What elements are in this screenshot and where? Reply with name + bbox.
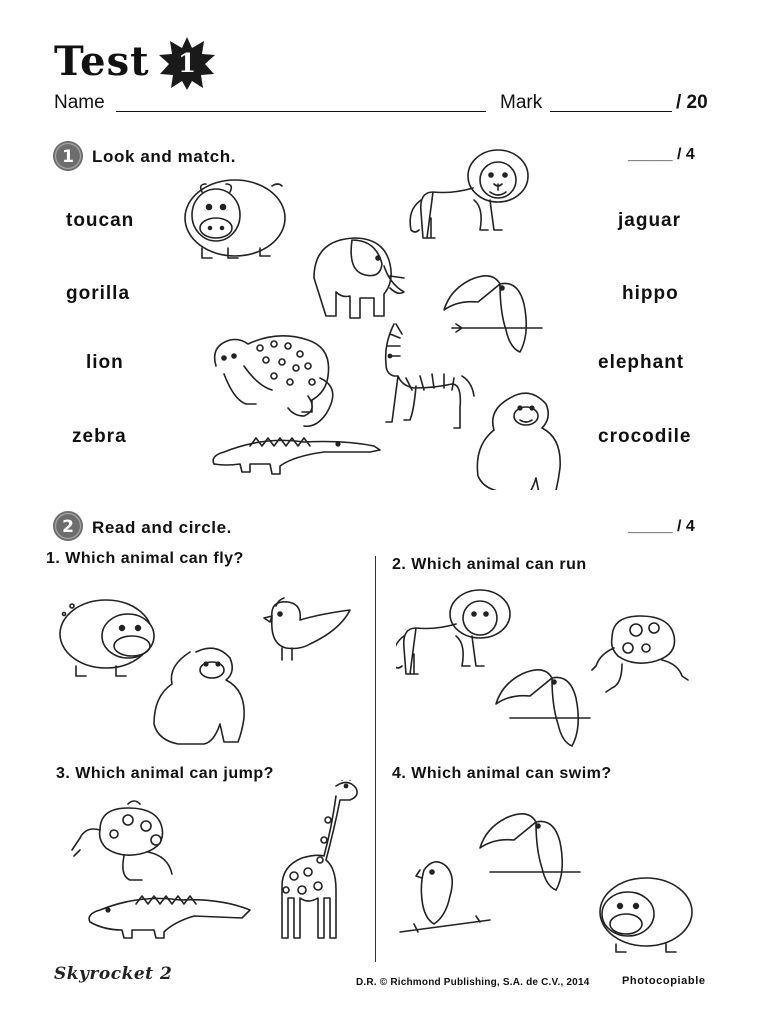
name-field[interactable]	[116, 110, 486, 112]
question-4: 4. Which animal can swim?	[392, 765, 612, 782]
svg-text:1: 1	[62, 147, 74, 167]
crocodile-icon[interactable]	[89, 896, 250, 938]
svg-text:2: 2	[62, 517, 74, 537]
section1-illustrations	[180, 140, 580, 490]
page-title: Test	[54, 38, 150, 85]
jaguar-icon	[215, 336, 333, 426]
elephant-icon	[314, 238, 404, 318]
bird-icon[interactable]	[264, 598, 350, 660]
mark-field[interactable]	[550, 110, 672, 112]
word-left-4[interactable]: zebra	[72, 426, 127, 447]
test-number: 1	[177, 49, 197, 79]
parrot-icon[interactable]	[400, 862, 490, 932]
word-right-2[interactable]: hippo	[622, 283, 679, 304]
section-number-badge	[52, 140, 84, 172]
hippo-icon[interactable]	[600, 878, 692, 952]
hippo-icon[interactable]	[60, 600, 154, 676]
word-left-2[interactable]: gorilla	[66, 283, 131, 304]
starburst-badge-icon	[158, 36, 216, 90]
copyright-text: D.R. © Richmond Publishing, S.A. de C.V., 2014	[356, 977, 590, 988]
toucan-icon[interactable]	[480, 814, 580, 890]
gorilla-icon	[477, 393, 560, 490]
toucan-icon[interactable]	[496, 670, 590, 746]
word-left-3[interactable]: lion	[86, 352, 124, 373]
name-label: Name	[54, 92, 105, 113]
column-divider	[375, 556, 376, 962]
zebra-icon	[386, 324, 474, 428]
hippo-icon	[185, 180, 285, 258]
question-1: 1. Which animal can fly?	[46, 550, 244, 567]
frog-icon[interactable]	[72, 801, 172, 880]
question-1-illustrations	[56, 588, 366, 748]
question-3: 3. Which animal can jump?	[56, 765, 274, 782]
lion-icon	[410, 150, 528, 238]
question-3-illustrations	[56, 780, 366, 960]
giraffe-icon[interactable]	[282, 780, 357, 938]
gorilla-icon[interactable]	[154, 648, 244, 744]
word-left-1[interactable]: toucan	[66, 210, 135, 231]
word-right-3[interactable]: elephant	[598, 352, 685, 373]
question-2-illustrations	[396, 588, 706, 748]
frog-icon[interactable]	[592, 616, 688, 692]
section2-score: _____ / 4	[628, 518, 695, 535]
toucan-icon	[444, 276, 542, 352]
section-number-badge	[52, 510, 84, 542]
word-right-4[interactable]: crocodile	[598, 426, 692, 447]
word-right-1[interactable]: jaguar	[618, 210, 682, 231]
section1-score: _____ / 4	[628, 146, 695, 163]
section2-title: Read and circle.	[92, 518, 232, 537]
question-4-illustrations	[396, 792, 706, 960]
photocopiable-label: Photocopiable	[622, 975, 706, 987]
lion-icon[interactable]	[396, 590, 510, 674]
mark-total: / 20	[676, 92, 708, 113]
mark-label: Mark	[500, 92, 543, 113]
section1-title: Look and match.	[92, 147, 237, 166]
brand-logo: Skyrocket 2	[54, 964, 173, 984]
crocodile-icon	[213, 438, 380, 474]
question-2: 2. Which animal can run	[392, 556, 587, 573]
